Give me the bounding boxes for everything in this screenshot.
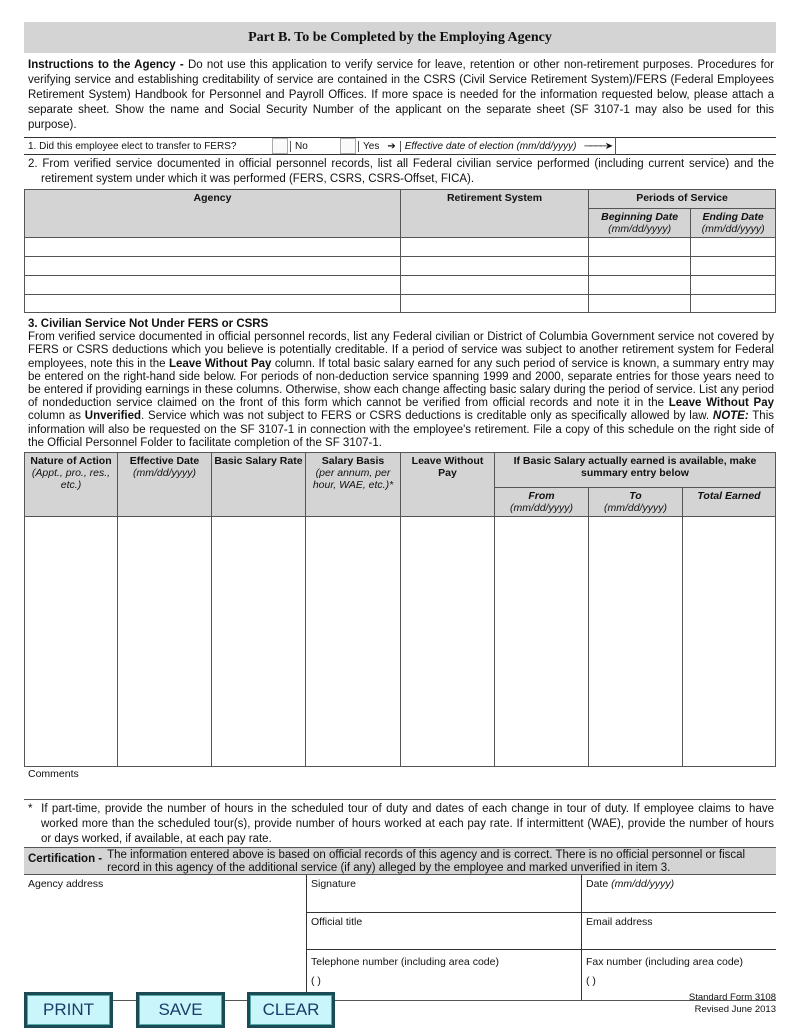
begin-header: Beginning Date (mm/dd/yyyy) — [589, 209, 691, 238]
footnote: * If part-time, provide the number of hours in the scheduled tour of duty and dates of each change in tour of duty. If employee claims to have worked more than the scheduled tour(s), provide number of hours worked at each pay rate. If intermittent (WAE), provide the number of hours or days worked, if available, at each pay rate. — [28, 803, 774, 845]
agency-address-field[interactable]: Agency address — [28, 878, 104, 890]
service-table — [24, 189, 776, 313]
instructions-label: Instructions to the Agency - — [28, 59, 184, 71]
retirement-input[interactable] — [401, 238, 589, 257]
nondeduction-table — [24, 452, 776, 767]
form-footer — [689, 992, 776, 1016]
salary-rate-header: Basic Salary Rate — [212, 453, 306, 517]
save-button[interactable]: SAVE — [136, 992, 225, 1028]
to-input[interactable] — [589, 517, 683, 767]
to-header: To (mm/dd/yyyy) — [589, 488, 683, 517]
retirement-header: Retirement System — [401, 190, 589, 238]
fers-question: 1. Did this employee elect to transfer to FERS? — [28, 140, 237, 152]
total-header: Total Earned — [683, 488, 776, 517]
summary-header: If Basic Salary actually earned is available, make summary entry below — [495, 453, 776, 488]
agency-input[interactable] — [25, 238, 401, 257]
question-3: 3. Civilian Service Not Under FERS or CSRS From verified service documented in official personnel records, list any Federal civilian or District of Columbia Government service not covered by FERS or CSRS deductions which you believe is potentially creditable. If a period of service was subject to another retirement system for Federal employees, note this in the Leave Without Pay column. If total basic salary earned for any such period of service is known, a summary entry may be entered on the right-hand side below. For periods of non-deduction service spanning 1999 and 2000, separate entries for those years need to be entered if providing earnings in these columns. Otherwise, show each change affecting basic salary during the period of service. List any period of nondeduction service claimed on the front of this form which cannot be verified from official records and note it in the Leave Without Pay column as Unverified. Service which was not subject to FERS or CSRS deductions is creditable only as specifically allowed by law. NOTE: This information will also be requested on the SF 3107-1 in connection with the employee's retirement. File a copy of this schedule on the right side of the Official Personnel Folder to facilitate completion of the SF 3107-1. — [28, 318, 774, 449]
telephone-field[interactable]: Telephone number (including area code) ( ) — [306, 950, 581, 1000]
instructions-text: Do not use this application to verify service for leave, retention or other non-retirement purposes. Procedures for verifying service and establishing creditability of service are contained in the CSRS (Civil Service Retirement System)/FERS (Federal Employees Retirement System) Handbook for Personnel and Payroll Offices. If more space is needed for the information requested below, please attach a separate sheet. Show the name and Social Security Number of the applicant on the separate sheet (SF 3107-1 may also be used for this purpose). — [28, 59, 775, 131]
begin-input[interactable] — [589, 257, 691, 276]
end-header: Ending Date (mm/dd/yyyy) — [691, 209, 776, 238]
date-field[interactable]: Date (mm/dd/yyyy) — [581, 875, 776, 913]
election-date-label: Effective date of election (mm/dd/yyyy) — [400, 141, 581, 152]
table-row — [25, 295, 776, 313]
no-label: No — [290, 141, 340, 152]
nature-header: Nature of Action (Appt., pro., res., etc.) — [25, 453, 118, 517]
agency-header: Agency — [25, 190, 401, 238]
fers-question-row — [24, 137, 776, 155]
periods-header: Periods of Service — [589, 190, 776, 209]
retirement-input[interactable] — [401, 295, 589, 313]
effective-date-header: Effective Date (mm/dd/yyyy) — [118, 453, 212, 517]
nature-input[interactable] — [25, 517, 118, 767]
certification-label: Certification - — [28, 853, 103, 865]
retirement-input[interactable] — [401, 257, 589, 276]
lwop-input[interactable] — [401, 517, 495, 767]
page-title: Part B. To be Completed by the Employing Agency — [24, 22, 776, 53]
election-date-input[interactable] — [615, 137, 776, 155]
salary-basis-input[interactable] — [306, 517, 401, 767]
yes-label: Yes — [358, 141, 383, 152]
certification-text: The information entered above is based on official records of this agency and is correct. There is no official personnel or fiscal record in this agency of the additional service (if any) alleged by the employee and marked unverified in item 3. — [107, 849, 746, 874]
comments-label: Comments — [28, 768, 79, 780]
revision-date: Revised June 2013 — [694, 1004, 776, 1015]
question-3-title: 3. Civilian Service Not Under FERS or CSRS — [28, 318, 269, 330]
begin-input[interactable] — [589, 276, 691, 295]
agency-input[interactable] — [25, 276, 401, 295]
end-input[interactable] — [691, 257, 776, 276]
retirement-input[interactable] — [401, 276, 589, 295]
begin-input[interactable] — [589, 238, 691, 257]
begin-input[interactable] — [589, 295, 691, 313]
effective-date-input[interactable] — [118, 517, 212, 767]
agency-input[interactable] — [25, 295, 401, 313]
certification — [24, 847, 776, 875]
total-input[interactable] — [683, 517, 776, 767]
from-input[interactable] — [495, 517, 589, 767]
email-field[interactable]: Email address — [581, 913, 776, 950]
table-row — [25, 517, 776, 767]
form-number: Standard Form 3108 — [688, 992, 776, 1003]
clear-button[interactable]: CLEAR — [247, 992, 335, 1028]
end-input[interactable] — [691, 238, 776, 257]
question-2: 2. From verified service documented in official personnel records, list all Federal civilian service performed (including current service) and the retirement system under which it was performed (FERS, CSRS, CSRS-Offset, FICA). — [28, 158, 774, 185]
no-checkbox[interactable] — [272, 138, 288, 154]
table-row — [25, 257, 776, 276]
comments-field[interactable] — [24, 765, 776, 800]
official-title-field[interactable]: Official title — [306, 913, 581, 950]
lwop-header: Leave Without Pay — [401, 453, 495, 517]
table-row — [25, 238, 776, 257]
agency-input[interactable] — [25, 257, 401, 276]
arrow-icon: ➔ — [387, 140, 396, 152]
salary-basis-header: Salary Basis (per annum, per hour, WAE, etc.)* — [306, 453, 401, 517]
long-arrow-icon: ────➤ — [584, 140, 612, 152]
yes-checkbox[interactable] — [340, 138, 356, 154]
table-row — [25, 276, 776, 295]
fax-field[interactable]: Fax number (including area code) ( ) — [581, 950, 776, 1000]
signature-block — [24, 875, 776, 1001]
signature-field[interactable]: Signature — [306, 875, 581, 913]
instructions — [28, 58, 774, 133]
end-input[interactable] — [691, 295, 776, 313]
end-input[interactable] — [691, 276, 776, 295]
print-button[interactable]: PRINT — [24, 992, 113, 1028]
salary-rate-input[interactable] — [212, 517, 306, 767]
from-header: From (mm/dd/yyyy) — [495, 488, 589, 517]
